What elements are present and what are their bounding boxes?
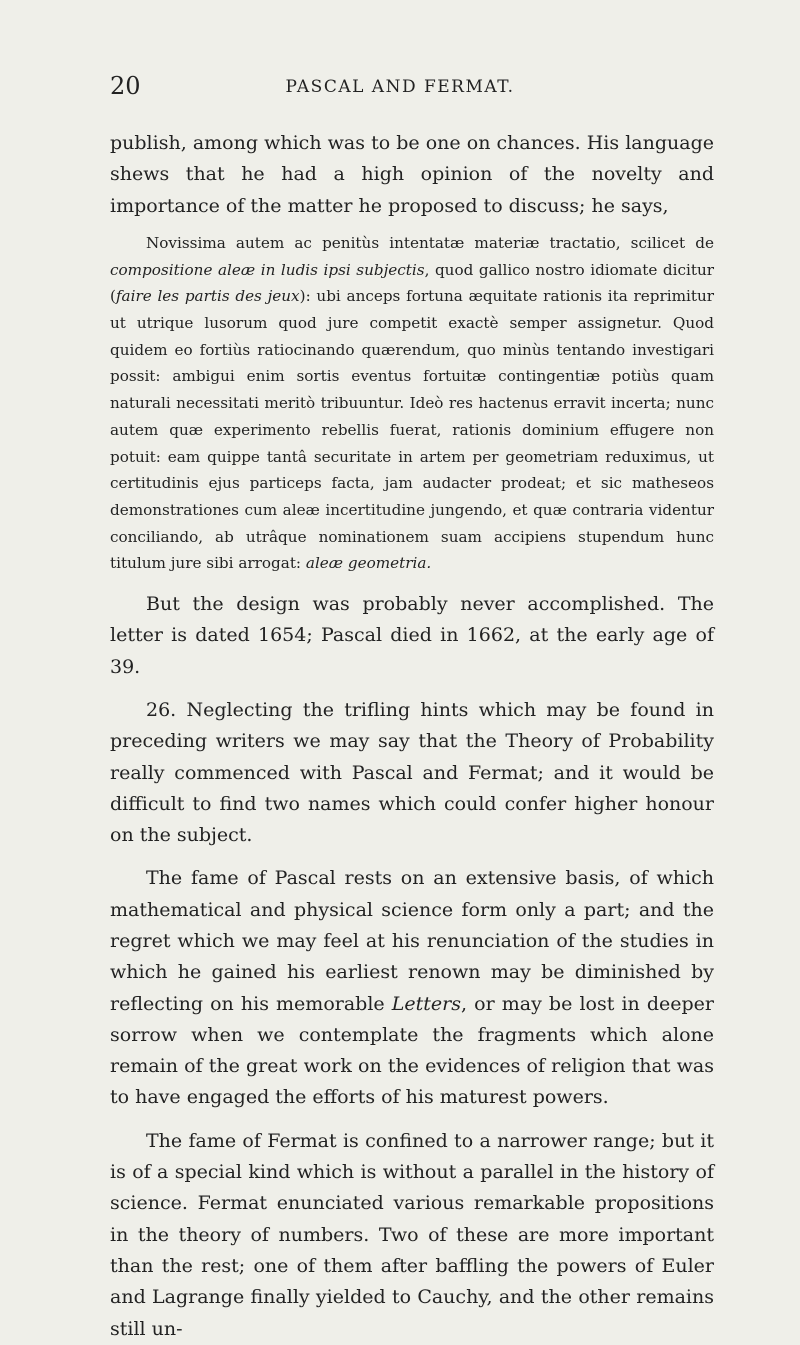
quote-italic-compositione: compositione aleæ in ludis ipsi subjectis (110, 260, 425, 279)
paragraph-fermat-fame: The fame of Fermat is confined to a narrower range; but it is of a special kind which is without a parallel in the history of science. Fermat enunciated various remarkable propositions in the theory of numbers. Two of these are more important than the rest; one of them after baffling the powers of Euler and Lagrange finally yielded to Cauchy, and the other remains still un- (110, 1129, 714, 1340)
quote-italic-aleae: aleæ geometria. (305, 554, 432, 573)
page-header (110, 72, 690, 108)
pascal-text-a: The fame of Pascal rests on an extensive basis, of which mathematical and physical science form only a part; and the regret which we may feel at his renunciation of the studies in which he gained his earliest renown may be diminished by reflecting on his memorable (110, 867, 714, 1015)
paragraph-intro: publish, among which was to be one on chances. His language shews that he had a high opinion of the novelty and importance of the matter he proposed to discuss; he says, (110, 132, 714, 217)
quote-text-e: ): ubi anceps fortuna æquitate rationis ita reprimitur ut utrique lusorum quod jure competit exactè semper assignetur. Quod quidem eo fortiùs ratiocinando quærendum, quo minùs tentando investigari possit: ambigui enim sortis eventus fortuitæ contingentiæ potiùs quam naturali necessitati meritò tribuuntur. Ideò res hactenus erravit incerta; nunc autem quæ experimento rebellis fuerat, rationis dominium effugere non potuit: eam quippe tantâ securitate in artem per geometriam reduximus, ut certitudinis ejus particeps facta, jam audacter prodeat; et sic matheseos demonstrationes cum aleæ incertitudine jungendo, et quæ contraria videntur conciliando, ab utrâque nominationem suam accipiens stupendum hunc titulum jure sibi arrogat: (110, 287, 715, 573)
paragraph-pascal-fame (110, 863, 714, 1113)
pascal-text-c: , or may be lost in deeper sorrow when we contemplate the fragments which alone remain of the great work on the evidences of religion that was to have engaged the efforts of his maturest powers. (110, 992, 714, 1109)
quote-italic-faire: faire les partis des jeux (115, 287, 300, 306)
quote-text-c: , quod gallico nostro idiomate dicitur ( (110, 260, 714, 306)
page-body (110, 128, 714, 1345)
letters-italic: Letters (391, 992, 461, 1015)
page-number: 20 (110, 72, 141, 100)
running-head: PASCAL AND FERMAT. (285, 77, 515, 97)
latin-quotation (110, 230, 714, 577)
paragraph-section-26: 26. Neglecting the trifling hints which may be found in preceding writers we may say that the Theory of Probability really commenced with Pascal and Fermat; and it would be difficult to find two names which could confer higher honour on the subject. (110, 698, 714, 847)
paragraph-design: But the design was probably never accomplished. The letter is dated 1654; Pascal died in 1662, at the early age of 39. (110, 593, 714, 678)
quote-text-a: Novissima autem ac penitùs intentatæ materiæ tractatio, scilicet de (146, 233, 714, 252)
